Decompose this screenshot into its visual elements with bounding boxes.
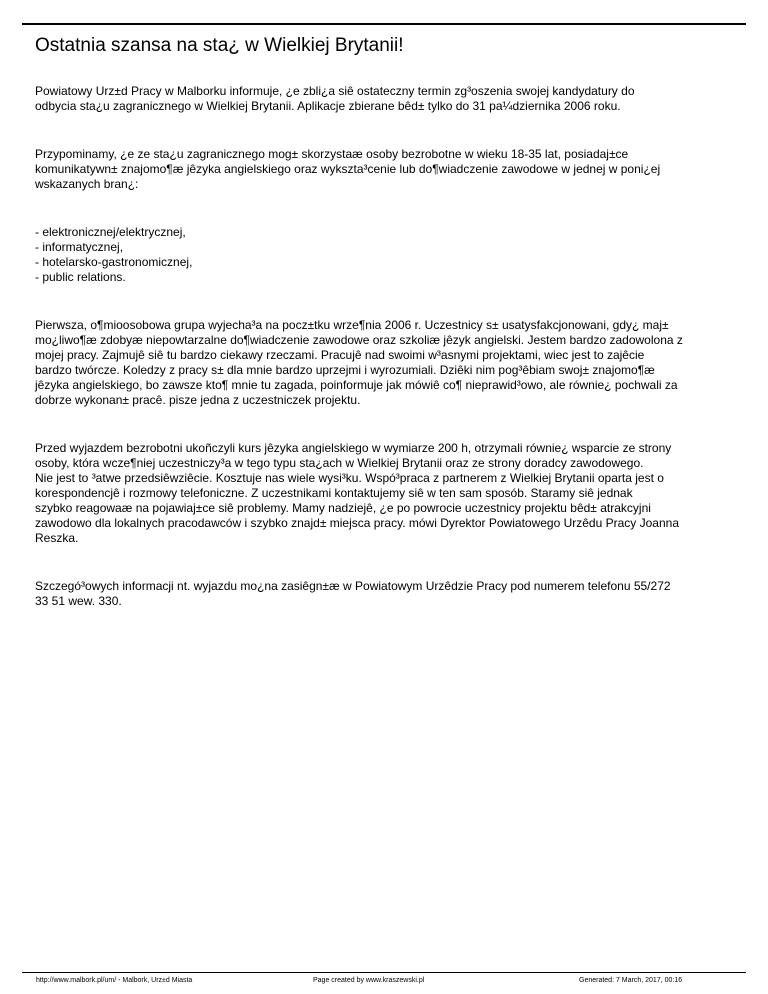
footer-generated-date: Generated: 7 March, 2017, 00:16 bbox=[579, 977, 683, 984]
paragraph-contact-info: Szczegó³owych informacji nt. wyjazdu mo¿na zasiêgn±æ w Powiatowym Urzêdzie Pracy pod numerem telefonu 55/272 33 51 wew. 330. bbox=[35, 579, 671, 608]
paragraph-director-quote: Przed wyjazdem bezrobotni ukoñczyli kurs jêzyka angielskiego w wymiarze 200 h, otrzymali równie¿ wsparcie ze strony osoby, która wcze¶niej uczestniczy³a w tego typu sta¿ach w Wielkiej Brytanii oraz ze strony doradcy zawodowego. Nie jest to ³atwe przedsiêwziêcie. Kosztuje nas wiele wysi³ku. Wspó³praca z partnerem z Wielkiej Brytanii oparta jest o korespondencjê i rozmowy telefoniczne. Z uczestnikami kontaktujemy siê w ten sam sposób. Staramy siê jednak szybko reagowaæ na pojawiaj±ce siê problemy. Mamy nadziejê, ¿e po powrocie uczestnicy projektu bêd± atrakcyjni zawodowo dla lokalnych pracodawców i szybko znajd± miejsca pracy. mówi Dyrektor Powiatowego Urzêdu Pracy Joanna Reszka. bbox=[35, 441, 679, 545]
footer-divider bbox=[22, 972, 746, 973]
paragraph-announcement: Powiatowy Urz±d Pracy w Malborku informuje, ¿e zbli¿a siê ostateczny termin zg³oszenia swojej kandydatury do odbycia sta¿u zagranicznego w Wielkiej Brytanii. Aplikacje zbierane bêd± tylko do 31 pa¼dziernika 2006 roku. bbox=[35, 84, 635, 113]
footer-credit: Page created by www.kraszewski.pl bbox=[313, 977, 425, 984]
top-divider bbox=[22, 23, 746, 25]
industry-list: - elektronicznej/elektrycznej, - informatycznej, - hotelarsko-gastronomicznej, - public relations. bbox=[35, 225, 193, 284]
footer-source-link[interactable]: http://www.malbork.pl/um/ - Malbork, Urz±d Miasta bbox=[36, 977, 193, 984]
article-body bbox=[35, 84, 763, 609]
paragraph-participant-quote: Pierwsza, o¶mioosobowa grupa wyjecha³a na pocz±tku wrze¶nia 2006 r. Uczestnicy s± usatysfakcjonowani, gdy¿ maj± mo¿liwo¶æ zdobyæ niepowtarzalne do¶wiadczenie zawodowe oraz szkoliæ jêzyk angielski. Jestem bardzo zadowolona z mojej pracy. Zajmujê siê tu bardzo ciekawy rzeczami. Pracujê nad swoimi w³asnymi projektami, wiec jest to zajêcie bardzo twórcze. Koledzy z pracy s± dla mnie bardzo uprzejmi i wyrozumiali. Dziêki nim pog³êbiam swoj± znajomo¶æ jêzyka angielskiego, bo zawsze kto¶ mnie tu zagada, poinformuje jak mówiê co¶ nieprawid³owo, ale równie¿ pochwali za dobrze wykonan± pracê. pisze jedna z uczestniczek projektu. bbox=[35, 318, 683, 407]
page-title: Ostatnia szansa na sta¿ w Wielkiej Brytanii! bbox=[35, 35, 404, 56]
paragraph-eligibility: Przypominamy, ¿e ze sta¿u zagranicznego mog± skorzystaæ osoby bezrobotne w wieku 18-35 lat, posiadaj±ce komunikatywn± znajomo¶æ jêzyka angielskiego oraz wykszta³cenie lub do¶wiadczenie zawodowe w jednej w poni¿ej wskazanych bran¿: bbox=[35, 147, 661, 191]
